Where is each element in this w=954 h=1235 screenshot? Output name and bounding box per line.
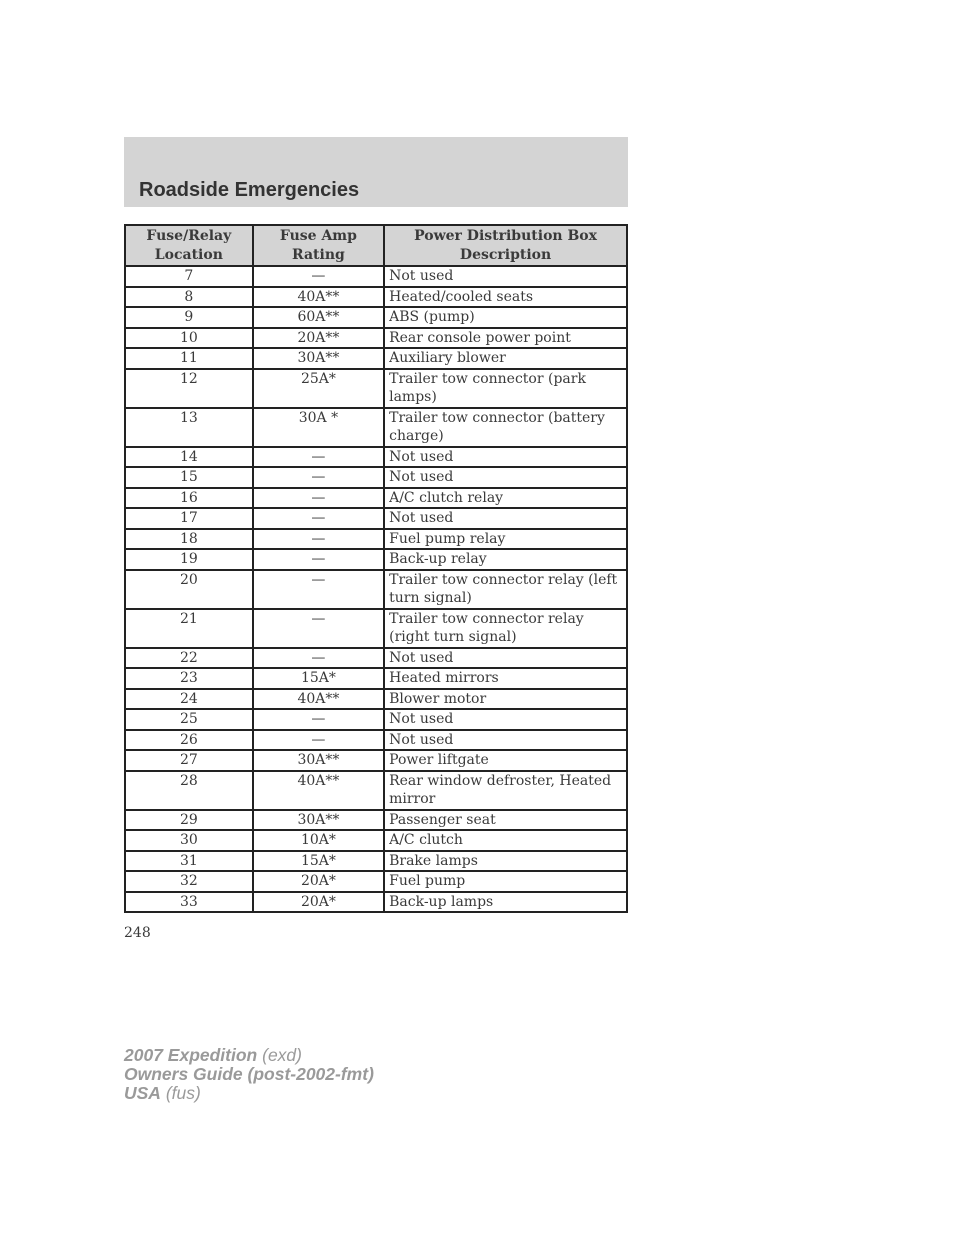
cell-location: 29 [125,810,253,831]
table-header-row [125,225,627,266]
cell-description: Blower motor [384,689,627,710]
cell-description: ABS (pump) [384,307,627,328]
footer-line-1 [124,1046,374,1065]
cell-location: 26 [125,730,253,751]
cell-amp-rating: — [253,549,384,570]
cell-location: 12 [125,369,253,408]
section-header [124,137,628,207]
cell-description: Trailer tow connector (battery charge) [384,408,627,447]
cell-amp-rating: 20A* [253,871,384,892]
table-row [125,709,627,730]
cell-location: 30 [125,830,253,851]
table-row [125,750,627,771]
cell-location: 21 [125,609,253,648]
footer-market-code: (fus) [165,1083,201,1103]
cell-description: Not used [384,447,627,468]
cell-amp-rating: — [253,467,384,488]
header-location: Fuse/Relay Location [125,225,253,266]
cell-amp-rating: 40A** [253,287,384,308]
cell-amp-rating: 15A* [253,851,384,872]
cell-amp-rating: 20A** [253,328,384,349]
fuse-table [124,224,628,913]
table-row [125,771,627,810]
cell-amp-rating: 30A** [253,348,384,369]
table-row [125,830,627,851]
cell-location: 9 [125,307,253,328]
table-row [125,328,627,349]
cell-description: Fuel pump relay [384,529,627,550]
cell-amp-rating: 40A** [253,771,384,810]
cell-location: 27 [125,750,253,771]
cell-description: Not used [384,730,627,751]
cell-location: 31 [125,851,253,872]
cell-description: Back-up relay [384,549,627,570]
cell-description: Brake lamps [384,851,627,872]
footer-guide: Owners Guide (post-2002-fmt) [124,1064,374,1084]
cell-description: A/C clutch [384,830,627,851]
table-row [125,689,627,710]
footer-model: 2007 Expedition [124,1045,258,1065]
cell-amp-rating: — [253,609,384,648]
cell-description: Heated/cooled seats [384,287,627,308]
cell-amp-rating: — [253,529,384,550]
table-row [125,508,627,529]
cell-location: 15 [125,467,253,488]
cell-amp-rating: — [253,648,384,669]
cell-description: Trailer tow connector (park lamps) [384,369,627,408]
cell-amp-rating: — [253,709,384,730]
cell-description: Trailer tow connector relay (left turn signal) [384,570,627,609]
table-row [125,467,627,488]
cell-amp-rating: — [253,730,384,751]
cell-location: 17 [125,508,253,529]
cell-location: 23 [125,668,253,689]
table-row [125,730,627,751]
table-row [125,851,627,872]
cell-amp-rating: 30A** [253,810,384,831]
cell-description: Auxiliary blower [384,348,627,369]
table-row [125,287,627,308]
cell-amp-rating: — [253,488,384,509]
cell-amp-rating: 20A* [253,892,384,913]
table-row [125,266,627,287]
table-row [125,348,627,369]
cell-amp-rating: 30A * [253,408,384,447]
section-title: Roadside Emergencies [139,179,360,201]
footer-line-3 [124,1084,374,1103]
cell-location: 7 [125,266,253,287]
cell-description: Not used [384,508,627,529]
cell-description: Not used [384,709,627,730]
page-number: 248 [124,925,151,941]
cell-amp-rating: 10A* [253,830,384,851]
cell-description: Rear window defroster, Heated mirror [384,771,627,810]
table-row [125,810,627,831]
table-row [125,609,627,648]
cell-location: 33 [125,892,253,913]
footer [124,1046,374,1103]
cell-location: 20 [125,570,253,609]
cell-amp-rating: — [253,508,384,529]
cell-amp-rating: 30A** [253,750,384,771]
cell-description: Not used [384,467,627,488]
cell-amp-rating: 40A** [253,689,384,710]
table-row [125,648,627,669]
table-row [125,529,627,550]
cell-description: Passenger seat [384,810,627,831]
cell-location: 22 [125,648,253,669]
cell-location: 8 [125,287,253,308]
table-row [125,668,627,689]
table-row [125,549,627,570]
cell-location: 32 [125,871,253,892]
cell-location: 14 [125,447,253,468]
cell-description: Back-up lamps [384,892,627,913]
table-row [125,488,627,509]
header-description: Power Distribution Box Description [384,225,627,266]
table-row [125,408,627,447]
cell-location: 11 [125,348,253,369]
table-row [125,447,627,468]
cell-amp-rating: 60A** [253,307,384,328]
cell-description: Rear console power point [384,328,627,349]
table-row [125,871,627,892]
footer-line-2 [124,1065,374,1084]
cell-description: Trailer tow connector relay (right turn signal) [384,609,627,648]
cell-description: A/C clutch relay [384,488,627,509]
footer-model-code: (exd) [262,1045,302,1065]
cell-location: 19 [125,549,253,570]
header-amp-rating: Fuse Amp Rating [253,225,384,266]
cell-location: 24 [125,689,253,710]
cell-location: 28 [125,771,253,810]
cell-amp-rating: — [253,447,384,468]
table-row [125,570,627,609]
cell-location: 25 [125,709,253,730]
cell-location: 16 [125,488,253,509]
table-row [125,307,627,328]
cell-location: 10 [125,328,253,349]
cell-description: Power liftgate [384,750,627,771]
cell-amp-rating: 25A* [253,369,384,408]
cell-description: Not used [384,266,627,287]
cell-description: Fuel pump [384,871,627,892]
cell-amp-rating: 15A* [253,668,384,689]
table-row [125,892,627,913]
cell-description: Heated mirrors [384,668,627,689]
cell-location: 18 [125,529,253,550]
cell-location: 13 [125,408,253,447]
cell-amp-rating: — [253,266,384,287]
table-row [125,369,627,408]
cell-description: Not used [384,648,627,669]
footer-market: USA [124,1083,161,1103]
cell-amp-rating: — [253,570,384,609]
